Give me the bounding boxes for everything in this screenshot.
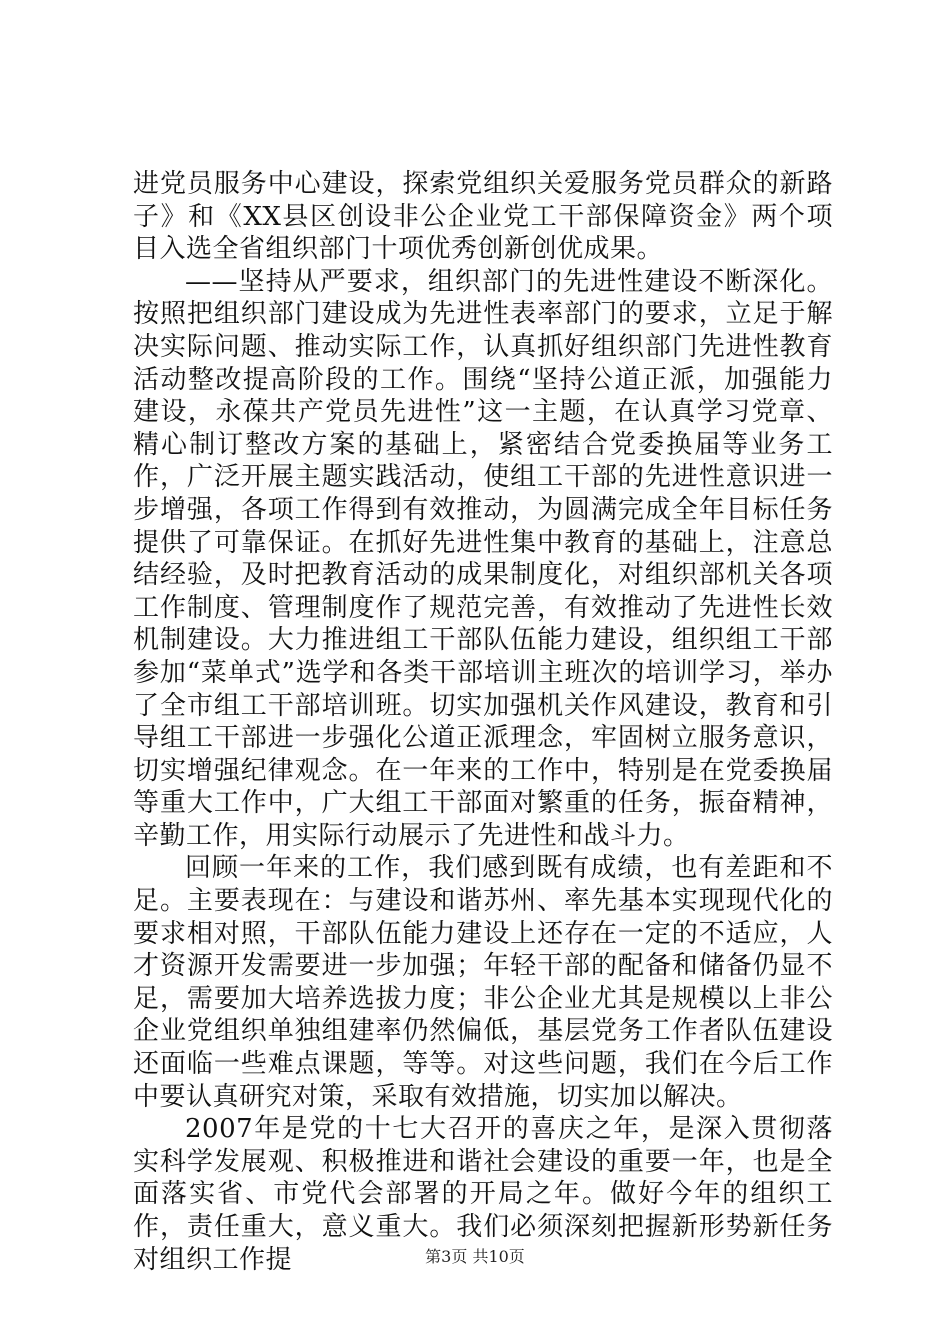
paragraph-2: ——坚持从严要求，组织部门的先进性建设不断深化。按照把组织部门建设成为先进性表率部门的要求，立足于解决实际问题、推动实际工作，认真抓好组织部门先进性教育活动整改提高阶段的工作。围绕“坚持公道正派，加强能力建设，永葆共产党员先进性”这一主题，在认真学习党章、精心制订整改方案的基础上，紧密结合党委换届等业务工作，广泛开展主题实践活动，使组工干部的先进性意识进一步增强，各项工作得到有效推动，为圆满完成全年目标任务提供了可靠保证。在抓好先进性集中教育的基础上，注意总结经验，及时把教育活动的成果制度化，对组织部机关各项工作制度、管理制度作了规范完善，有效推动了先进性长效机制建设。大力推进组工干部队伍能力建设，组织组工干部参加“菜单式”选学和各类干部培训主班次的培训学习，举办了全市组工干部培训班。切实加强机关作风建设，教育和引导组工干部进一步强化公道正派理念，牢固树立服务意识，切实增强纪律观念。在一年来的工作中，特别是在党委换届等重大工作中，广大组工干部面对繁重的任务，振奋精神，辛勤工作，用实际行动展示了先进性和战斗力。 bbox=[133, 266, 833, 851]
paragraph-4: 2007年是党的十七大召开的喜庆之年，是深入贯彻落实科学发展观、积极推进和谐社会建设的重要一年，也是全面落实省、市党代会部署的开局之年。做好今年的组织工作，责任重大，意义重大。我们必须深刻把握新形势新任务对组织工作提 bbox=[133, 1114, 833, 1275]
page-footer bbox=[0, 1247, 950, 1267]
paragraph-3: 回顾一年来的工作，我们感到既有成绩，也有差距和不足。主要表现在：与建设和谐苏州、率先基本实现现代化的要求相对照，干部队伍能力建设上还存在一定的不适应，人才资源开发需要进一步加强；年轻干部的配备和储备仍显不足，需要加大培养选拔力度；非公企业尤其是规模以上非公企业党组织单独组建率仍然偏低，基层党务工作者队伍建设还面临一些难点课题，等等。对这些问题，我们在今后工作中要认真研究对策，采取有效措施，切实加以解决。 bbox=[133, 853, 833, 1112]
paragraph-1: 进党员服务中心建设，探索党组织关爱服务党员群众的新路子》和《XX县区创设非公企业党工干部保障资金》两个项目入选全省组织部门十项优秀创新创优成果。 bbox=[133, 169, 833, 265]
page-number: 第3页 共10页 bbox=[425, 1247, 525, 1266]
document-body bbox=[133, 168, 833, 1276]
